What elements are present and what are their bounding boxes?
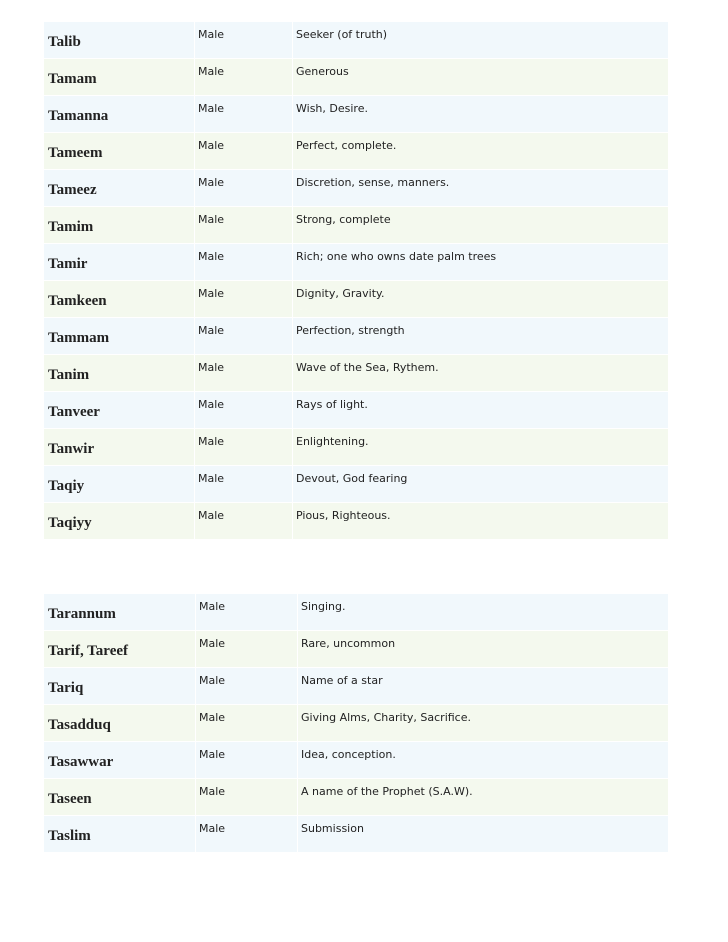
table-row xyxy=(44,355,669,392)
name-cell: Tanwir xyxy=(44,429,195,466)
table-row xyxy=(44,207,669,244)
meaning-cell: Enlightening. xyxy=(293,429,669,466)
meaning-cell: Name of a star xyxy=(298,668,669,705)
table-row xyxy=(44,96,669,133)
meaning-cell: Perfect, complete. xyxy=(293,133,669,170)
meaning-cell: Pious, Righteous. xyxy=(293,503,669,540)
table-row xyxy=(44,705,669,742)
table-row xyxy=(44,22,669,59)
meaning-cell: A name of the Prophet (S.A.W). xyxy=(298,779,669,816)
gender-cell: Male xyxy=(195,429,293,466)
table-row xyxy=(44,133,669,170)
gender-cell: Male xyxy=(195,207,293,244)
name-cell: Talib xyxy=(44,22,195,59)
name-cell: Tameez xyxy=(44,170,195,207)
gender-cell: Male xyxy=(195,244,293,281)
meaning-cell: Rays of light. xyxy=(293,392,669,429)
meaning-cell: Strong, complete xyxy=(293,207,669,244)
gender-cell: Male xyxy=(195,170,293,207)
name-cell: Tamanna xyxy=(44,96,195,133)
gender-cell: Male xyxy=(195,96,293,133)
table-row xyxy=(44,466,669,503)
table-row xyxy=(44,742,669,779)
meaning-cell: Giving Alms, Charity, Sacrifice. xyxy=(298,705,669,742)
name-cell: Taslim xyxy=(44,816,196,853)
gender-cell: Male xyxy=(195,355,293,392)
name-cell: Tasadduq xyxy=(44,705,196,742)
name-cell: Tariq xyxy=(44,668,196,705)
names-table-1 xyxy=(43,21,669,540)
gender-cell: Male xyxy=(195,59,293,96)
table-row xyxy=(44,816,669,853)
gender-cell: Male xyxy=(196,631,298,668)
name-cell: Tarannum xyxy=(44,594,196,631)
meaning-cell: Generous xyxy=(293,59,669,96)
name-cell: Tanim xyxy=(44,355,195,392)
table-row xyxy=(44,281,669,318)
meaning-cell: Dignity, Gravity. xyxy=(293,281,669,318)
name-cell: Tameem xyxy=(44,133,195,170)
table-row xyxy=(44,631,669,668)
table-row xyxy=(44,503,669,540)
names-table-2-body xyxy=(44,594,669,853)
gender-cell: Male xyxy=(196,779,298,816)
name-cell: Taqiy xyxy=(44,466,195,503)
table-row xyxy=(44,594,669,631)
meaning-cell: Wish, Desire. xyxy=(293,96,669,133)
meaning-cell: Singing. xyxy=(298,594,669,631)
meaning-cell: Discretion, sense, manners. xyxy=(293,170,669,207)
gender-cell: Male xyxy=(196,742,298,779)
table-row xyxy=(44,429,669,466)
names-table-2 xyxy=(43,593,669,853)
meaning-cell: Idea, conception. xyxy=(298,742,669,779)
meaning-cell: Devout, God fearing xyxy=(293,466,669,503)
gender-cell: Male xyxy=(195,133,293,170)
name-cell: Tamir xyxy=(44,244,195,281)
gender-cell: Male xyxy=(195,318,293,355)
name-cell: Tamim xyxy=(44,207,195,244)
table-row xyxy=(44,392,669,429)
gender-cell: Male xyxy=(196,705,298,742)
gender-cell: Male xyxy=(195,22,293,59)
meaning-cell: Perfection, strength xyxy=(293,318,669,355)
table-row xyxy=(44,668,669,705)
meaning-cell: Submission xyxy=(298,816,669,853)
name-cell: Tammam xyxy=(44,318,195,355)
meaning-cell: Rich; one who owns date palm trees xyxy=(293,244,669,281)
name-cell: Taqiyy xyxy=(44,503,195,540)
table-row xyxy=(44,779,669,816)
table-row xyxy=(44,170,669,207)
name-cell: Tanveer xyxy=(44,392,195,429)
gender-cell: Male xyxy=(196,668,298,705)
gender-cell: Male xyxy=(196,816,298,853)
gender-cell: Male xyxy=(195,466,293,503)
gender-cell: Male xyxy=(195,392,293,429)
name-cell: Tamam xyxy=(44,59,195,96)
table-row xyxy=(44,59,669,96)
table-row xyxy=(44,244,669,281)
gender-cell: Male xyxy=(195,281,293,318)
name-cell: Tarif, Tareef xyxy=(44,631,196,668)
meaning-cell: Seeker (of truth) xyxy=(293,22,669,59)
name-cell: Tasawwar xyxy=(44,742,196,779)
names-table-1-body xyxy=(44,22,669,540)
name-cell: Taseen xyxy=(44,779,196,816)
meaning-cell: Rare, uncommon xyxy=(298,631,669,668)
meaning-cell: Wave of the Sea, Rythem. xyxy=(293,355,669,392)
table-row xyxy=(44,318,669,355)
gender-cell: Male xyxy=(195,503,293,540)
name-cell: Tamkeen xyxy=(44,281,195,318)
gender-cell: Male xyxy=(196,594,298,631)
